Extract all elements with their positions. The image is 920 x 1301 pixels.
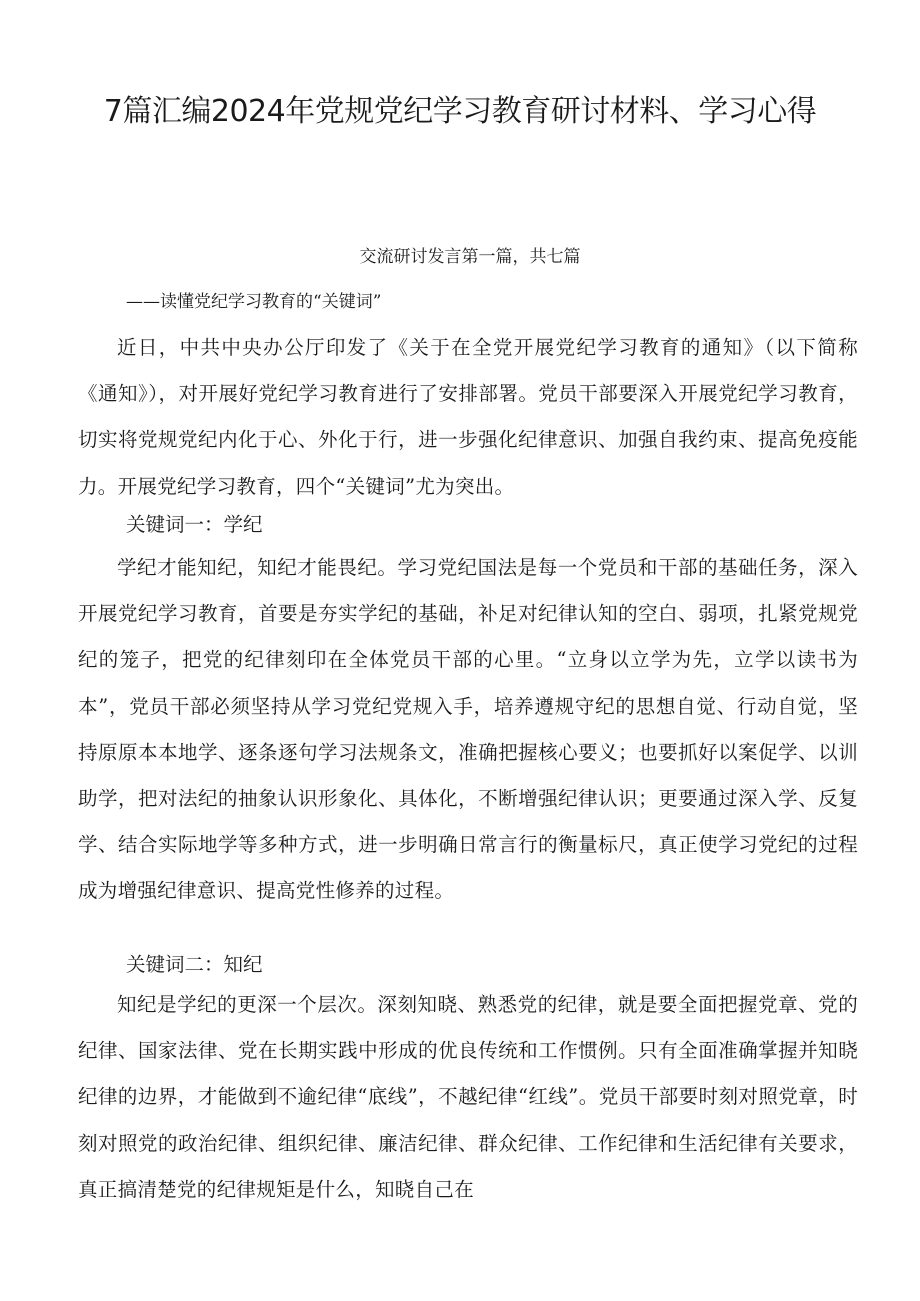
section-heading-know-discipline: 关键词二：知纪 [126,953,263,976]
article-tagline: ——读懂党纪学习教育的“关键词” [126,292,382,312]
document-subtitle: 交流研讨发言第一篇，共七篇 [359,247,581,267]
body-paragraph-know-discipline: 知纪是学纪的更深一个层次。深刻知晓、熟悉党的纪律，就是要全面把握党章、党的纪律、国家法律、党在长期实践中形成的优良传统和工作惯例。只有全面准确掌握并知晓纪律的边界，才能做到不逾纪律“底线”，不越纪律“红线”。党员干部要时刻对照党章，时刻对照党的政治纪律、组织纪律、廉洁纪律、群众纪律、工作纪律和生活纪律有关要求，真正搞清楚党的纪律规矩是什么，知晓自己在 [78,993,858,1201]
body-paragraph-learn-discipline: 学纪才能知纪，知纪才能畏纪。学习党纪国法是每一个党员和干部的基础任务，深入开展党纪学习教育，首要是夯实学纪的基础，补足对纪律认知的空白、弱项，扎紧党规党纪的笼子，把党的纪律刻印在全体党员干部的心里。“立身以立学为先，立学以读书为本”，党员干部必须坚持从学习党纪党规入手，培养遵规守纪的思想自觉、行动自觉，坚持原原本本地学、逐条逐句学习法规条文，准确把握核心要义；也要抓好以案促学、以训助学，把对法纪的抽象认识形象化、具体化，不断增强纪律认识；更要通过深入学、反复学、结合实际地学等多种方式，进一步明确日常言行的衡量标尺，真正使学习党纪的过程成为增强纪律意识、提高党性修养的过程。 [78,556,858,903]
section-heading-learn-discipline: 关键词一：学纪 [126,513,263,536]
document-title: 7篇汇编2024年党规党纪学习教育研讨材料、学习心得 [103,94,817,129]
intro-paragraph: 近日，中共中央办公厅印发了《关于在全党开展党纪学习教育的通知》（以下简称《通知》），对开展好党纪学习教育进行了安排部署。党员干部要深入开展党纪学习教育，切实将党规党纪内化于心、外化于行，进一步强化纪律意识、加强自我约束、提高免疫能力。开展党纪学习教育，四个“关键词”尤为突出。 [78,336,858,498]
